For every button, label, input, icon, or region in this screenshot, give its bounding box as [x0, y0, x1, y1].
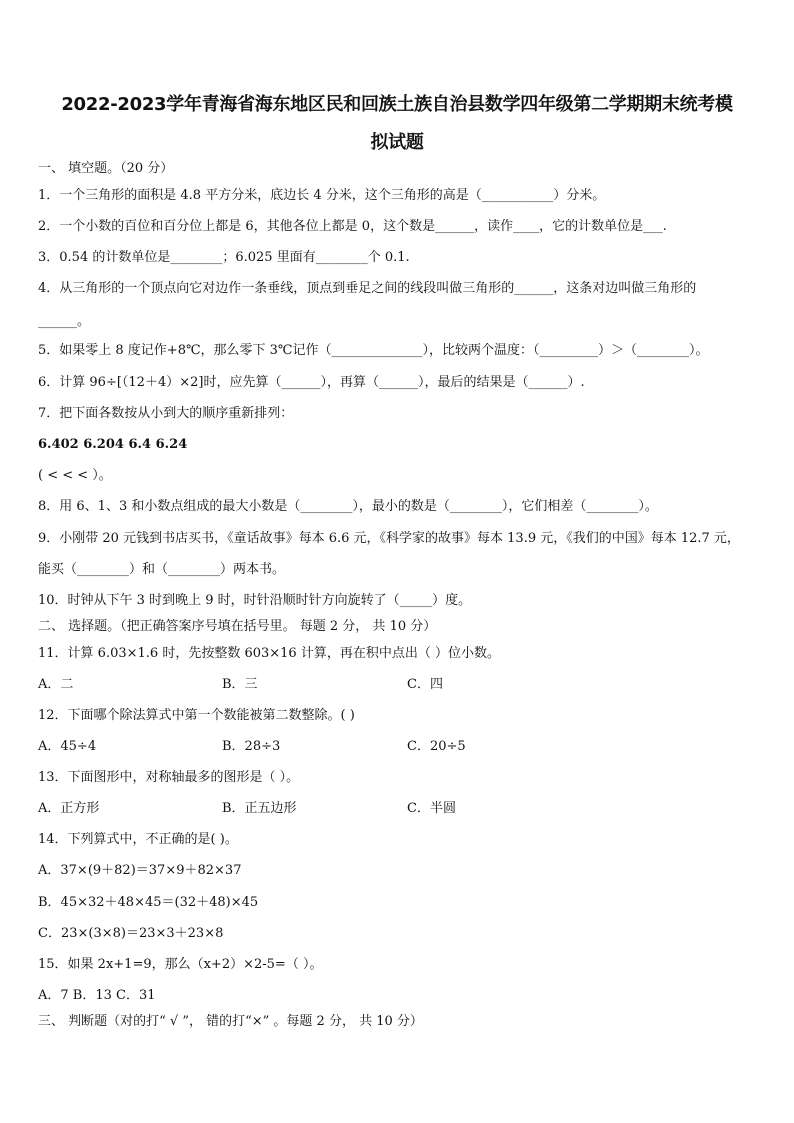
question-7-order-blank: ( < < < ）。	[38, 468, 112, 483]
question-12: 12．下面哪个除法算式中第一个数能被第二数整除。( )	[38, 708, 355, 723]
question-3: 3．0.54 的计数单位是________；6.025 里面有________个 0.1.	[38, 250, 410, 265]
question-11: 11．计算 6.03×1.6 时，先按整数 603×16 计算，再在积中点出（ ）位小数。	[38, 646, 500, 661]
exam-title-line2: 拟试题	[370, 132, 424, 153]
question-7: 7．把下面各数按从小到大的顺序重新排列：	[38, 406, 294, 421]
question-11-option-c: C．四	[407, 677, 443, 692]
exam-title-line1: 2022-2023学年青海省海东地区民和回族土族自治县数学四年级第二学期期末统考模	[61, 94, 733, 115]
question-14-option-b: B．45×32＋48×45＝(32＋48)×45	[38, 895, 259, 910]
question-14: 14．下列算式中，不正确的是( )。	[38, 832, 238, 847]
question-13-option-c: C．半圆	[407, 801, 456, 816]
section-choice-heading: 二、 选择题。（把正确答案序号填在括号里。 每题 2 分， 共 10 分）	[38, 619, 437, 634]
question-9-line1: 9．小刚带 20 元钱到书店买书，《童话故事》每本 6.6 元，《科学家的故事》每本 13.9 元，《我们的中国》每本 12.7 元，	[38, 531, 740, 546]
question-14-option-c: C．23×(3×8)＝23×3＋23×8	[38, 926, 224, 941]
question-9-line2: 能买（________）和（________）两本书。	[38, 562, 286, 577]
question-2: 2．一个小数的百位和百分位上都是 6，其他各位上都是 0，这个数是______，读作____，它的计数单位是___.	[38, 219, 667, 234]
question-14-option-a: A．37×(9＋82)＝37×9＋82×37	[38, 863, 242, 878]
question-7-numbers: 6.402 6.204 6.4 6.24	[38, 437, 188, 452]
question-15: 15．如果 2x+1=9，那么（x+2）×2-5=（ ）。	[38, 957, 323, 972]
question-11-option-a: A．二	[38, 677, 74, 692]
question-11-option-b: B．三	[222, 677, 258, 692]
question-12-option-a: A．45÷4	[38, 739, 97, 754]
section-true-false-heading: 三、 判断题（对的打“ √ ”， 错的打“×” 。每题 2 分， 共 10 分）	[38, 1014, 423, 1029]
question-6: 6．计算 96÷[（12＋4）×2]时，应先算（______），再算（______），最后的结果是（______）.	[38, 375, 585, 390]
question-13: 13．下面图形中，对称轴最多的图形是（ ）。	[38, 770, 300, 785]
question-4-line1: 4．从三角形的一个顶点向它对边作一条垂线，顶点到垂足之间的线段叫做三角形的______，这条对边叫做三角形的	[38, 281, 697, 296]
question-15-options: A．7 B．13 C．31	[38, 988, 156, 1003]
question-5: 5．如果零上 8 度记作+8℃，那么零下 3℃记作（______________），比较两个温度：（_________）＞（________）。	[38, 343, 709, 358]
question-13-option-b: B．正五边形	[222, 801, 297, 816]
question-12-option-b: B．28÷3	[222, 739, 281, 754]
question-1: 1．一个三角形的面积是 4.8 平方分米，底边长 4 分米，这个三角形的高是（___________）分米。	[38, 188, 606, 203]
question-4-line2: ______。	[38, 314, 91, 329]
question-10: 10．时钟从下午 3 时到晚上 9 时，时针沿顺时针方向旋转了（_____）度。	[38, 593, 472, 608]
question-13-option-a: A．正方形	[38, 801, 100, 816]
section-fill-blank-heading: 一、 填空题。（20 分）	[38, 161, 174, 176]
question-8: 8．用 6、1、3 和小数点组成的最大小数是（________），最小的数是（________），它们相差（________）。	[38, 499, 658, 514]
question-12-option-c: C．20÷5	[407, 739, 466, 754]
